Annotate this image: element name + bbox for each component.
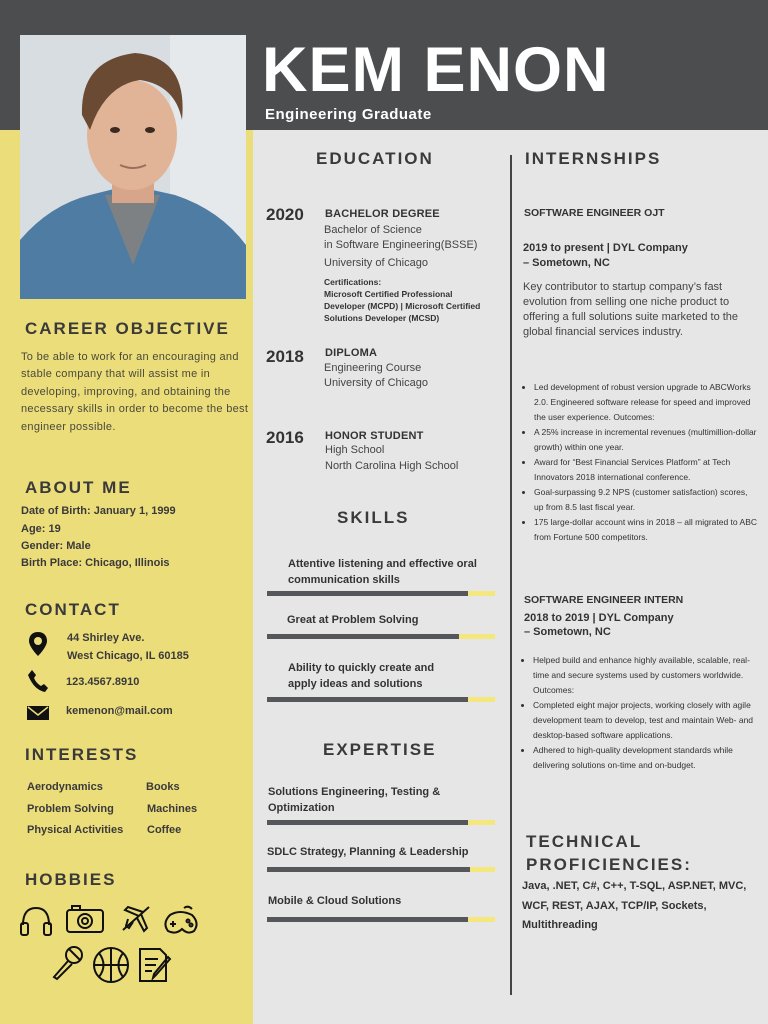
- basketball-icon: [92, 946, 130, 984]
- candidate-title: Engineering Graduate: [265, 106, 432, 123]
- phone-icon: [28, 670, 48, 692]
- skill-bar: [267, 697, 495, 702]
- microphone-icon: [50, 945, 84, 981]
- interest-item: Aerodynamics: [27, 781, 103, 793]
- expertise-bar-fill: [267, 820, 468, 825]
- education-line: Engineering Course: [324, 362, 422, 374]
- skill-bar: [267, 591, 495, 596]
- expertise-bar: [267, 820, 495, 825]
- expertise-heading: EXPERTISE: [323, 740, 437, 759]
- interest-item: Coffee: [147, 824, 182, 836]
- contact-address-line2: West Chicago, IL 60185: [67, 650, 189, 662]
- skill-label: Great at Problem Solving: [287, 614, 419, 626]
- writing-icon: [136, 945, 172, 983]
- education-heading: EDUCATION: [316, 149, 434, 168]
- technical-list: Java, .NET, C#, C++, T-SQL, ASP.NET, MVC, WCF, REST, AJAX, TCP/IP, Sockets, Multithreading: [522, 880, 747, 931]
- certifications-text: Microsoft Certified Professional Developer (MCPD) | Microsoft Certified Solutions Developer (MCSD): [324, 289, 481, 323]
- profile-photo: [20, 35, 246, 299]
- expertise-bar: [267, 867, 495, 872]
- mail-icon: [27, 706, 49, 720]
- about-gender: Gender: Male: [21, 540, 91, 552]
- career-objective-text: To be able to work for an encouraging and stable company that will assist me in developing, improving, and obtaining the necessary skills in order to become the best engineer possible.: [21, 351, 249, 433]
- candidate-name: KEM ENON: [262, 35, 610, 105]
- headphones-icon: [19, 905, 53, 937]
- expertise-bar-fill: [267, 917, 468, 922]
- location-pin-icon: [29, 632, 47, 656]
- education-year: 2020: [266, 205, 304, 224]
- expertise-bar: [267, 917, 495, 922]
- education-degree: HONOR STUDENT: [325, 430, 424, 442]
- job-summary: Key contributor to startup company’s fast evolution from selling one niche product to offering a full solutions suite marketed to the global financial services industry.: [523, 281, 739, 338]
- contact-email[interactable]: kemenon@mail.com: [66, 705, 173, 717]
- proficiencies-heading: PROFICIENCIES:: [526, 855, 692, 874]
- education-line: in Software Engineering(BSSE): [324, 239, 478, 251]
- technical-heading: TECHNICAL: [526, 832, 643, 851]
- job-bullet: • Led development of robust version upgrade to ABCWorks 2.0. Engineered software release for speed and improved the user experience. Outcomes:: [534, 380, 759, 425]
- education-year: 2018: [266, 347, 304, 366]
- job-location: – Sometown, NC: [524, 626, 611, 638]
- internships-heading: INTERNSHIPS: [525, 149, 662, 168]
- skill-bar-fill: [267, 591, 468, 596]
- interest-item: Physical Activities: [27, 824, 124, 836]
- contact-heading: CONTACT: [25, 600, 121, 619]
- education-degree: BACHELOR DEGREE: [325, 208, 440, 220]
- job-period: 2018 to 2019 | DYL Company: [524, 612, 674, 624]
- job-bullet: • 175 large-dollar account wins in 2018 – all migrated to ABC from Fortune 500 competitors.: [534, 515, 759, 545]
- expertise-label: SDLC Strategy, Planning & Leadership: [267, 846, 469, 858]
- job-title: SOFTWARE ENGINEER INTERN: [524, 594, 684, 606]
- interest-item: Machines: [147, 803, 198, 815]
- job-bullets: [519, 653, 761, 773]
- skill-bar: [267, 634, 495, 639]
- hobbies-heading: HOBBIES: [25, 870, 117, 889]
- education-degree: DIPLOMA: [325, 347, 378, 359]
- education-school: University of Chicago: [324, 257, 428, 269]
- expertise-label: Solutions Engineering, Testing & Optimization: [268, 786, 441, 814]
- skills-heading: SKILLS: [337, 508, 410, 527]
- job-bullet: • Goal-surpassing 9.2 NPS (customer satisfaction) scores, up from 8.5 last fiscal year.: [534, 485, 759, 515]
- interest-item: Problem Solving: [27, 803, 114, 815]
- about-dob: Date of Birth: January 1, 1999: [21, 505, 176, 517]
- skill-bar-fill: [267, 697, 468, 702]
- education-line: High School: [325, 444, 385, 456]
- contact-phone[interactable]: 123.4567.8910: [66, 676, 140, 688]
- education-year: 2016: [266, 428, 304, 447]
- gamepad-icon: [162, 905, 200, 937]
- job-bullet: • A 25% increase in incremental revenues (multimillion-dollar growth) within one year.: [534, 425, 759, 455]
- interests-heading: INTERESTS: [25, 745, 139, 764]
- job-location: – Sometown, NC: [523, 257, 610, 269]
- column-divider: [510, 155, 512, 995]
- career-objective-heading: CAREER OBJECTIVE: [25, 319, 230, 338]
- job-bullet: • Adhered to high-quality development standards while delivering solutions on-time and on-budget.: [533, 743, 761, 773]
- about-heading: ABOUT ME: [25, 478, 132, 497]
- job-bullet: • Award for “Best Financial Services Platform” at Tech Innovators 2018 international conference.: [534, 455, 759, 485]
- job-bullet: • Completed eight major projects, working closely with agile development team to develop, test and maintain Web- and desktop-based software applications.: [533, 698, 761, 743]
- education-school: University of Chicago: [324, 377, 428, 389]
- job-title: SOFTWARE ENGINEER OJT: [524, 207, 665, 219]
- expertise-bar-fill: [267, 867, 470, 872]
- job-period: 2019 to present | DYL Company: [523, 242, 688, 254]
- expertise-label: Mobile & Cloud Solutions: [268, 895, 402, 907]
- education-line: Bachelor of Science: [324, 224, 422, 236]
- skill-bar-fill: [267, 634, 459, 639]
- skill-label: Attentive listening and effective oral communication skills: [288, 558, 477, 586]
- job-bullet: • Helped build and enhance highly available, scalable, real-time and secure systems used by customers worldwide. Outcomes:: [533, 653, 761, 698]
- interest-item: Books: [146, 781, 180, 793]
- certifications-label: Certifications:: [324, 277, 382, 287]
- skill-label: Ability to quickly create and apply ideas and solutions: [288, 662, 435, 690]
- job-bullets: [520, 380, 759, 545]
- camera-icon: [65, 904, 105, 934]
- contact-address-line1: 44 Shirley Ave.: [67, 632, 145, 644]
- education-school: North Carolina High School: [325, 460, 459, 472]
- about-age: Age: 19: [21, 523, 61, 535]
- airplane-icon: [119, 904, 153, 936]
- about-birthplace: Birth Place: Chicago, Illinois: [21, 557, 170, 569]
